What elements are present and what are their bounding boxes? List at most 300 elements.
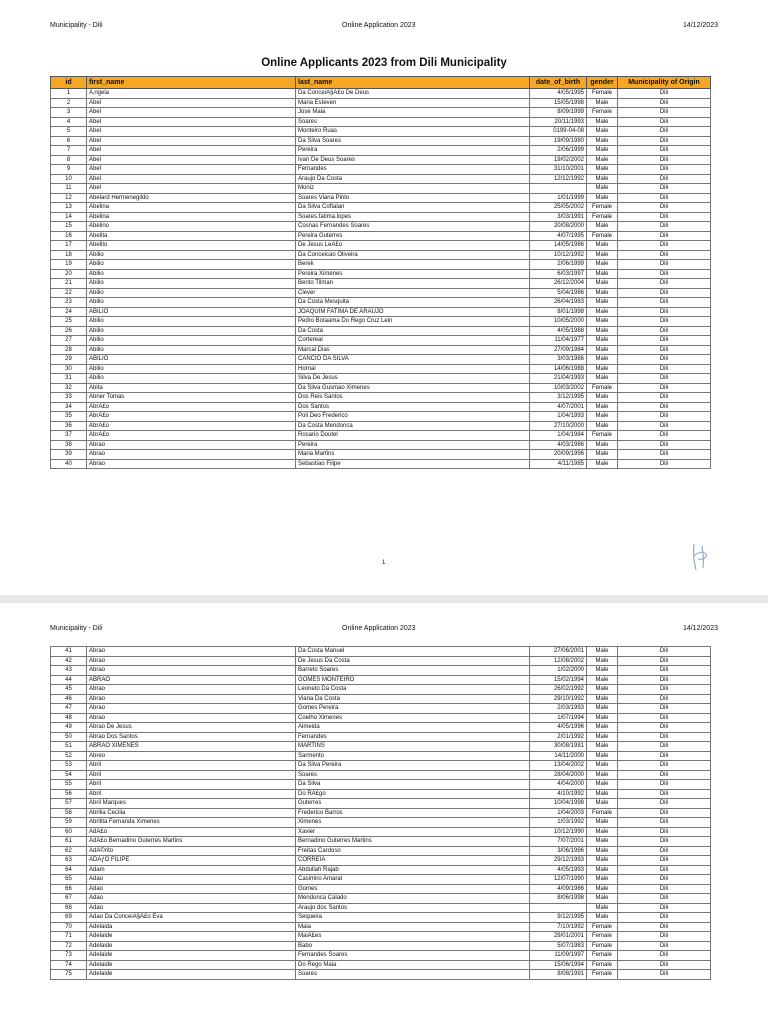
table-row: [51, 656, 711, 666]
header-municipality: Municipality - Dili: [50, 22, 103, 29]
table-row: [51, 364, 711, 374]
cell-date-of-birth: 29/12/1993: [530, 856, 587, 866]
cell-gender: Female: [587, 970, 618, 980]
table-row: [51, 960, 711, 970]
cell-municipality: Dili: [618, 780, 711, 790]
cell-first-name: Abel: [87, 184, 296, 194]
table-row: [51, 440, 711, 450]
table-row: [51, 675, 711, 685]
cell-date-of-birth: 1/01/1999: [530, 193, 587, 203]
cell-id: 61: [51, 837, 87, 847]
cell-municipality: Dili: [618, 412, 711, 422]
cell-id: 59: [51, 818, 87, 828]
table-row: [51, 875, 711, 885]
cell-id: 1: [51, 89, 87, 99]
cell-id: 40: [51, 459, 87, 469]
table-row: [51, 269, 711, 279]
cell-municipality: Dili: [618, 789, 711, 799]
cell-gender: Male: [587, 184, 618, 194]
cell-municipality: Dili: [618, 875, 711, 885]
table-row: [51, 193, 711, 203]
cell-date-of-birth: 15/05/1998: [530, 98, 587, 108]
cell-date-of-birth: 1/07/1994: [530, 713, 587, 723]
cell-municipality: Dili: [618, 932, 711, 942]
cell-last-name: Sebastiao Filipe: [296, 459, 530, 469]
cell-id: 35: [51, 412, 87, 422]
cell-gender: Male: [587, 374, 618, 384]
cell-date-of-birth: 2/06/1999: [530, 146, 587, 156]
cell-date-of-birth: 27/06/2001: [530, 647, 587, 657]
table-row: [51, 770, 711, 780]
cell-municipality: Dili: [618, 431, 711, 441]
cell-municipality: Dili: [618, 136, 711, 146]
cell-last-name: Maia: [296, 922, 530, 932]
cell-id: 17: [51, 241, 87, 251]
cell-first-name: Abrao: [87, 694, 296, 704]
cell-date-of-birth: 20/08/2000: [530, 222, 587, 232]
cell-first-name: ABILIO: [87, 307, 296, 317]
cell-last-name: Guterres: [296, 799, 530, 809]
cell-date-of-birth: 5/04/1986: [530, 288, 587, 298]
table-row: [51, 970, 711, 980]
cell-id: 48: [51, 713, 87, 723]
cell-date-of-birth: 19/02/2002: [530, 155, 587, 165]
cell-id: 45: [51, 685, 87, 695]
cell-municipality: Dili: [618, 307, 711, 317]
cell-gender: Male: [587, 136, 618, 146]
cell-gender: Male: [587, 894, 618, 904]
cell-last-name: Araujo dos Santos: [296, 903, 530, 913]
cell-first-name: Adelaide: [87, 951, 296, 961]
table-row: [51, 827, 711, 837]
cell-last-name: Abdullah Rajab: [296, 865, 530, 875]
cell-last-name: Ivan De Deus Soares: [296, 155, 530, 165]
table-row: [51, 913, 711, 923]
cell-id: 43: [51, 666, 87, 676]
cell-gender: Male: [587, 647, 618, 657]
cell-id: 39: [51, 450, 87, 460]
cell-gender: Female: [587, 383, 618, 393]
cell-last-name: Leoneto Da Costa: [296, 685, 530, 695]
cell-gender: Male: [587, 127, 618, 137]
cell-date-of-birth: 26/02/1992: [530, 685, 587, 695]
table-row: [51, 932, 711, 942]
cell-first-name: AdÃ£o Bernadino Guterres Martins: [87, 837, 296, 847]
cell-last-name: Moniz: [296, 184, 530, 194]
cell-date-of-birth: 15/02/1994: [530, 675, 587, 685]
cell-gender: Male: [587, 241, 618, 251]
table-row: [51, 212, 711, 222]
cell-id: 29: [51, 355, 87, 365]
cell-gender: Male: [587, 364, 618, 374]
table-row: [51, 903, 711, 913]
cell-first-name: Abel: [87, 117, 296, 127]
cell-last-name: Bernadino Guterres Martins: [296, 837, 530, 847]
cell-gender: Male: [587, 98, 618, 108]
cell-id: 9: [51, 165, 87, 175]
cell-date-of-birth: 20/11/1993: [530, 117, 587, 127]
cell-id: 70: [51, 922, 87, 932]
cell-id: 13: [51, 203, 87, 213]
cell-id: 75: [51, 970, 87, 980]
cell-gender: Male: [587, 742, 618, 752]
table-row: [51, 184, 711, 194]
cell-last-name: Coelho Ximenes: [296, 713, 530, 723]
cell-id: 42: [51, 656, 87, 666]
cell-first-name: Adao Da ConceiÃ§Ã£o Eva: [87, 913, 296, 923]
cell-id: 18: [51, 250, 87, 260]
table-row: [51, 374, 711, 384]
cell-gender: Male: [587, 856, 618, 866]
table-row: [51, 288, 711, 298]
cell-gender: Male: [587, 146, 618, 156]
cell-gender: Female: [587, 941, 618, 951]
cell-gender: Male: [587, 260, 618, 270]
cell-municipality: Dili: [618, 799, 711, 809]
cell-gender: Male: [587, 440, 618, 450]
cell-gender: Male: [587, 713, 618, 723]
cell-first-name: Abrao: [87, 459, 296, 469]
cell-municipality: Dili: [618, 751, 711, 761]
cell-municipality: Dili: [618, 903, 711, 913]
cell-municipality: Dili: [618, 723, 711, 733]
cell-date-of-birth: 12/08/2002: [530, 656, 587, 666]
cell-first-name: Adao: [87, 875, 296, 885]
cell-gender: Female: [587, 108, 618, 118]
cell-date-of-birth: 4/03/1986: [530, 440, 587, 450]
table-row: [51, 808, 711, 818]
table-row: [51, 222, 711, 232]
cell-date-of-birth: 27/09/1984: [530, 345, 587, 355]
table-body-page-2: [51, 647, 711, 980]
table-row: [51, 685, 711, 695]
cell-date-of-birth: 15/06/1994: [530, 960, 587, 970]
cell-id: 38: [51, 440, 87, 450]
cell-gender: Male: [587, 903, 618, 913]
cell-date-of-birth: 2/01/1992: [530, 732, 587, 742]
header-application: Online Application 2023: [342, 625, 416, 632]
cell-first-name: Abrao: [87, 647, 296, 657]
cell-municipality: Dili: [618, 894, 711, 904]
header-date: 14/12/2023: [682, 625, 718, 632]
cell-last-name: Almeida: [296, 723, 530, 733]
cell-last-name: Pereira Ximenes: [296, 269, 530, 279]
cell-date-of-birth: 21/04/1993: [530, 374, 587, 384]
cell-gender: Male: [587, 789, 618, 799]
cell-last-name: Cortereal: [296, 336, 530, 346]
cell-date-of-birth: 26/04/1983: [530, 298, 587, 308]
table-row: [51, 856, 711, 866]
cell-id: 6: [51, 136, 87, 146]
cell-municipality: Dili: [618, 155, 711, 165]
cell-date-of-birth: 3/06/1996: [530, 846, 587, 856]
column-header-first-name: first_name: [87, 77, 296, 89]
table-row: [51, 165, 711, 175]
cell-id: 34: [51, 402, 87, 412]
cell-id: 71: [51, 932, 87, 942]
cell-date-of-birth: 14/11/2000: [530, 751, 587, 761]
cell-first-name: AdÃ£o: [87, 827, 296, 837]
cell-last-name: Hornai: [296, 364, 530, 374]
cell-last-name: Fernandes Soares: [296, 951, 530, 961]
cell-first-name: Abilio: [87, 288, 296, 298]
cell-gender: Male: [587, 837, 618, 847]
cell-id: 2: [51, 98, 87, 108]
cell-municipality: Dili: [618, 960, 711, 970]
cell-municipality: Dili: [618, 117, 711, 127]
cell-id: 73: [51, 951, 87, 961]
cell-gender: Female: [587, 951, 618, 961]
cell-date-of-birth: 4/11/1985: [530, 459, 587, 469]
cell-first-name: Abilio: [87, 279, 296, 289]
cell-last-name: Da Costa Manuel: [296, 647, 530, 657]
cell-last-name: Da ConceiÃ§Ã£o De Deus: [296, 89, 530, 99]
cell-date-of-birth: 3/12/1995: [530, 393, 587, 403]
cell-municipality: Dili: [618, 241, 711, 251]
cell-gender: Male: [587, 345, 618, 355]
cell-last-name: Gomes Pereira: [296, 704, 530, 714]
table-row: [51, 421, 711, 431]
cell-first-name: AdÃ©rito: [87, 846, 296, 856]
cell-id: 56: [51, 789, 87, 799]
cell-first-name: Abel: [87, 127, 296, 137]
cell-municipality: Dili: [618, 383, 711, 393]
header-application: Online Application 2023: [342, 22, 416, 29]
cell-first-name: Abelino: [87, 222, 296, 232]
cell-last-name: CORREIA: [296, 856, 530, 866]
cell-first-name: Adelaida: [87, 922, 296, 932]
cell-last-name: Babo: [296, 941, 530, 951]
cell-date-of-birth: 4/05/1996: [530, 723, 587, 733]
cell-first-name: Abita: [87, 383, 296, 393]
cell-first-name: Abrao Dos Santos: [87, 732, 296, 742]
cell-gender: Male: [587, 393, 618, 403]
cell-municipality: Dili: [618, 818, 711, 828]
cell-date-of-birth: [530, 184, 587, 194]
cell-last-name: Pereira Guterres: [296, 231, 530, 241]
cell-last-name: Mendonca Calado: [296, 894, 530, 904]
cell-gender: Male: [587, 675, 618, 685]
cell-gender: Male: [587, 412, 618, 422]
cell-municipality: Dili: [618, 298, 711, 308]
cell-last-name: Pereira: [296, 146, 530, 156]
cell-last-name: Maria Esteven: [296, 98, 530, 108]
signature-mark-icon: [688, 540, 714, 572]
table-row: [51, 98, 711, 108]
table-row: [51, 383, 711, 393]
cell-id: 54: [51, 770, 87, 780]
table-row: [51, 108, 711, 118]
cell-id: 4: [51, 117, 87, 127]
cell-last-name: Clever: [296, 288, 530, 298]
cell-id: 53: [51, 761, 87, 771]
cell-last-name: Da Costa Mesquita: [296, 298, 530, 308]
applicants-table-page-2: [50, 646, 711, 980]
cell-id: 65: [51, 875, 87, 885]
cell-id: 7: [51, 146, 87, 156]
cell-first-name: Abelina: [87, 203, 296, 213]
cell-id: 66: [51, 884, 87, 894]
cell-date-of-birth: 8/06/1998: [530, 894, 587, 904]
cell-last-name: Freitas Cardoso: [296, 846, 530, 856]
table-row: [51, 317, 711, 327]
cell-last-name: Bento Tilman: [296, 279, 530, 289]
cell-date-of-birth: [530, 903, 587, 913]
cell-last-name: Soares: [296, 117, 530, 127]
cell-last-name: Fernandes: [296, 165, 530, 175]
table-row: [51, 780, 711, 790]
cell-gender: Male: [587, 751, 618, 761]
table-header-row: [51, 77, 711, 89]
cell-first-name: Abilio: [87, 260, 296, 270]
cell-date-of-birth: 4/07/1995: [530, 231, 587, 241]
table-row: [51, 146, 711, 156]
cell-municipality: Dili: [618, 374, 711, 384]
cell-municipality: Dili: [618, 98, 711, 108]
cell-last-name: Silva De Jesus: [296, 374, 530, 384]
cell-first-name: Abrao De Jesus: [87, 723, 296, 733]
cell-gender: Male: [587, 884, 618, 894]
cell-first-name: Abrao: [87, 440, 296, 450]
cell-gender: Male: [587, 799, 618, 809]
cell-first-name: Abelina: [87, 212, 296, 222]
cell-gender: Male: [587, 317, 618, 327]
document-page-2: [0, 603, 768, 1024]
cell-date-of-birth: 25/05/2002: [530, 203, 587, 213]
column-header-date-of-birth: date_of_birth: [530, 77, 587, 89]
cell-last-name: Sequeira: [296, 913, 530, 923]
cell-municipality: Dili: [618, 184, 711, 194]
cell-date-of-birth: 2/06/1999: [530, 260, 587, 270]
cell-municipality: Dili: [618, 808, 711, 818]
cell-id: 63: [51, 856, 87, 866]
cell-first-name: Abel: [87, 98, 296, 108]
table-row: [51, 951, 711, 961]
cell-id: 24: [51, 307, 87, 317]
column-header-municipality: Municipality of Origin: [618, 77, 711, 89]
table-row: [51, 865, 711, 875]
cell-date-of-birth: 11/09/1997: [530, 951, 587, 961]
cell-gender: Male: [587, 288, 618, 298]
table-row: [51, 174, 711, 184]
cell-last-name: CANCIO DA SILVA: [296, 355, 530, 365]
cell-gender: Male: [587, 875, 618, 885]
cell-gender: Male: [587, 307, 618, 317]
cell-municipality: Dili: [618, 827, 711, 837]
table-row: [51, 459, 711, 469]
table-row: [51, 279, 711, 289]
cell-date-of-birth: 8/09/1999: [530, 108, 587, 118]
cell-municipality: Dili: [618, 260, 711, 270]
cell-municipality: Dili: [618, 713, 711, 723]
cell-id: 27: [51, 336, 87, 346]
cell-municipality: Dili: [618, 345, 711, 355]
cell-municipality: Dili: [618, 685, 711, 695]
cell-municipality: Dili: [618, 846, 711, 856]
cell-municipality: Dili: [618, 732, 711, 742]
cell-last-name: Da Silva Coftalan: [296, 203, 530, 213]
cell-first-name: AbrÃ£o: [87, 412, 296, 422]
cell-gender: Male: [587, 685, 618, 695]
cell-municipality: Dili: [618, 656, 711, 666]
cell-id: 44: [51, 675, 87, 685]
cell-first-name: Abril: [87, 770, 296, 780]
cell-date-of-birth: 3/03/1986: [530, 355, 587, 365]
cell-last-name: Poli Deo Frederico: [296, 412, 530, 422]
cell-municipality: Dili: [618, 317, 711, 327]
cell-municipality: Dili: [618, 970, 711, 980]
cell-date-of-birth: 10/12/1990: [530, 827, 587, 837]
cell-first-name: ABRAO XIMENES: [87, 742, 296, 752]
cell-id: 58: [51, 808, 87, 818]
cell-gender: Male: [587, 818, 618, 828]
cell-first-name: Adelaide: [87, 960, 296, 970]
cell-first-name: AbrÃ£o: [87, 421, 296, 431]
table-row: [51, 837, 711, 847]
cell-id: 33: [51, 393, 87, 403]
cell-gender: Male: [587, 165, 618, 175]
cell-date-of-birth: 4/07/2001: [530, 402, 587, 412]
table-row: [51, 694, 711, 704]
cell-id: 50: [51, 732, 87, 742]
cell-municipality: Dili: [618, 951, 711, 961]
cell-id: 55: [51, 780, 87, 790]
cell-municipality: Dili: [618, 770, 711, 780]
cell-last-name: JOAQUIM FATIMA DE ARAUJO: [296, 307, 530, 317]
cell-id: 26: [51, 326, 87, 336]
cell-gender: Male: [587, 450, 618, 460]
cell-date-of-birth: 2/03/1993: [530, 704, 587, 714]
cell-gender: Male: [587, 694, 618, 704]
page-number: 1: [382, 560, 386, 566]
cell-municipality: Dili: [618, 761, 711, 771]
header-date: 14/12/2023: [682, 22, 718, 29]
cell-first-name: Abril: [87, 761, 296, 771]
cell-municipality: Dili: [618, 165, 711, 175]
table-row: [51, 431, 711, 441]
cell-municipality: Dili: [618, 941, 711, 951]
header-municipality: Municipality - Dili: [50, 625, 103, 632]
cell-gender: Male: [587, 222, 618, 232]
column-header-last-name: last_name: [296, 77, 530, 89]
cell-date-of-birth: 8/08/1991: [530, 970, 587, 980]
cell-municipality: Dili: [618, 108, 711, 118]
cell-municipality: Dili: [618, 146, 711, 156]
cell-date-of-birth: 8/01/1998: [530, 307, 587, 317]
table-row: [51, 127, 711, 137]
cell-municipality: Dili: [618, 742, 711, 752]
cell-last-name: Viana Da Costa: [296, 694, 530, 704]
cell-first-name: Abilio: [87, 374, 296, 384]
cell-last-name: De Jesus Da Costa: [296, 656, 530, 666]
cell-last-name: MaiÃ£es: [296, 932, 530, 942]
cell-municipality: Dili: [618, 193, 711, 203]
cell-last-name: GOMES MONTEIRO: [296, 675, 530, 685]
cell-municipality: Dili: [618, 336, 711, 346]
cell-id: 3: [51, 108, 87, 118]
cell-id: 52: [51, 751, 87, 761]
table-row: [51, 761, 711, 771]
cell-id: 36: [51, 421, 87, 431]
cell-first-name: Adao: [87, 894, 296, 904]
cell-first-name: Abilio: [87, 317, 296, 327]
table-row: [51, 751, 711, 761]
cell-date-of-birth: 4/09/1986: [530, 884, 587, 894]
cell-date-of-birth: 29/10/1992: [530, 694, 587, 704]
table-row: [51, 894, 711, 904]
cell-first-name: Abel: [87, 155, 296, 165]
cell-municipality: Dili: [618, 326, 711, 336]
